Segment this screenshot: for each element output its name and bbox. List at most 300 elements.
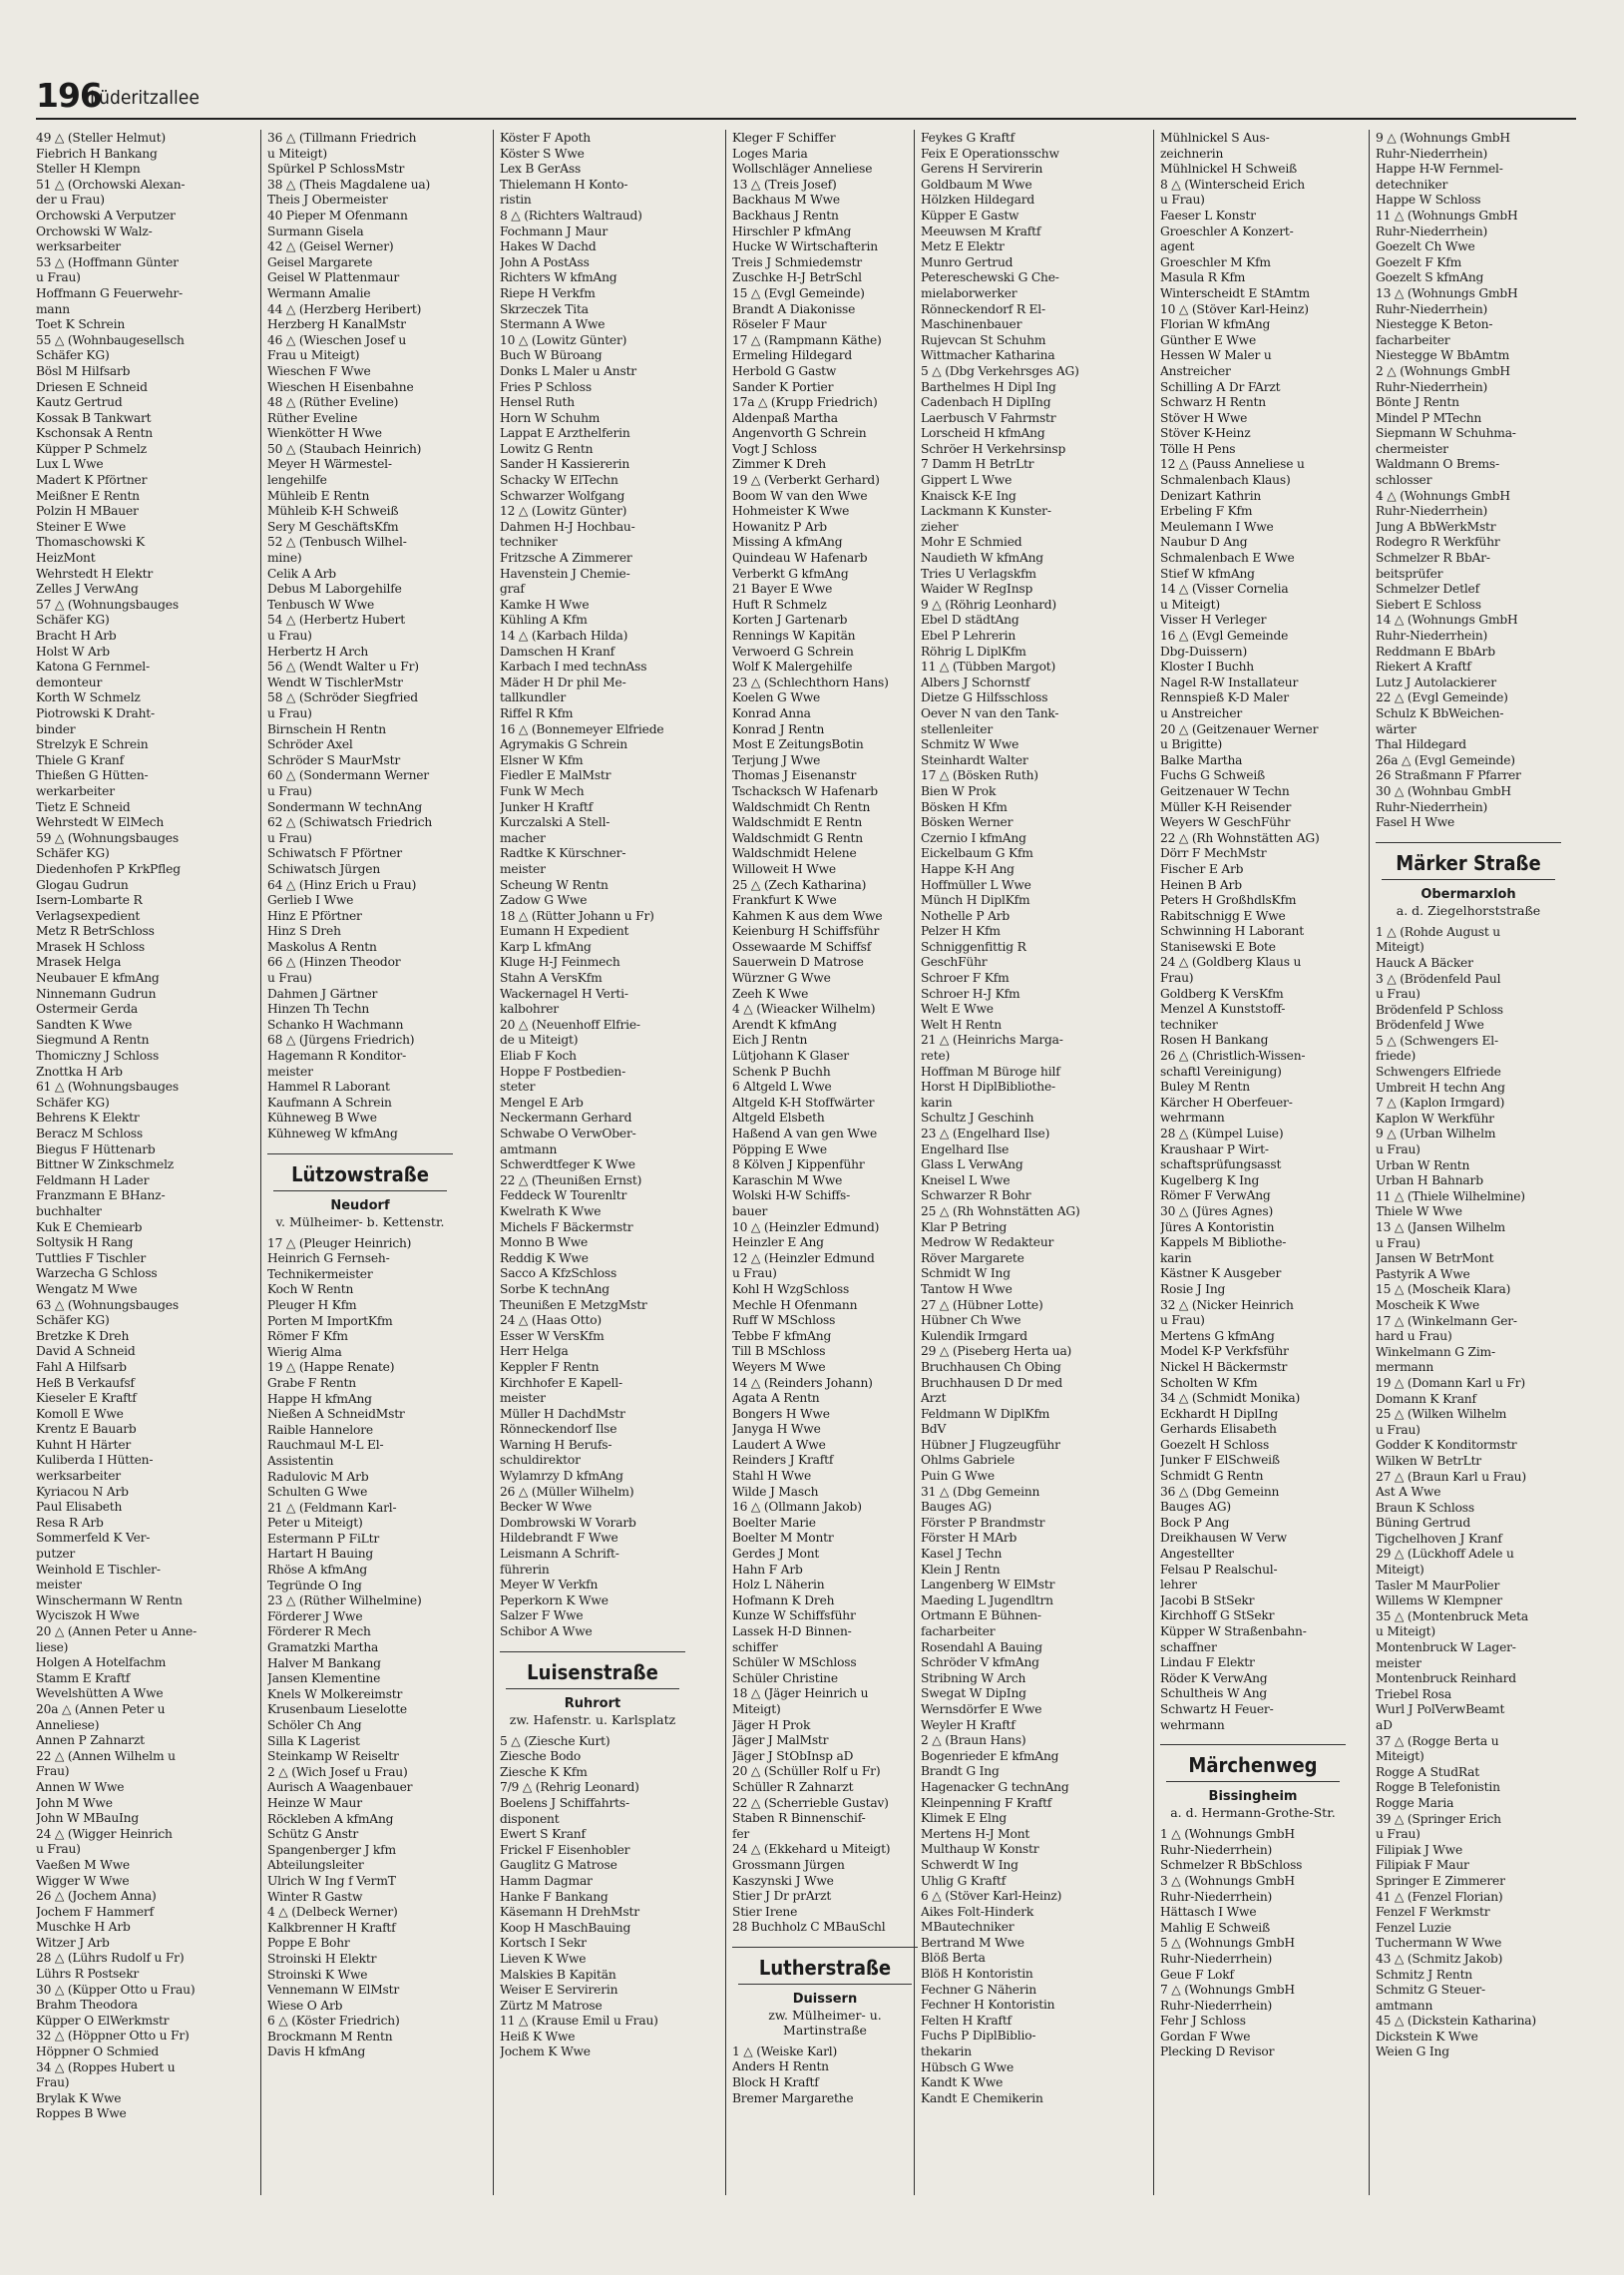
directory-entry: Kühneweg W kfmAng <box>267 1126 398 1140</box>
directory-entry: Verwoerd G Schrein <box>732 643 854 659</box>
directory-entry: Wylamrzy D kfmAng <box>500 1468 623 1484</box>
directory-entry: Frankfurt K Wwe <box>732 892 837 908</box>
directory-entry: Konrad J Rentn <box>732 720 825 736</box>
directory-entry: Goezelt S kfmAng <box>1376 269 1484 285</box>
directory-entry: Hahn F Arb <box>732 1561 803 1577</box>
directory-entry: Thomaschowski K <box>36 534 146 550</box>
directory-entry: Riepe H Verkfm <box>500 284 596 300</box>
directory-entry: Wollschläger Anneliese <box>732 161 873 177</box>
directory-entry: 5 △ (Ziesche Kurt) <box>500 1732 610 1748</box>
directory-entry: Ohlms Gabriele <box>921 1452 1015 1468</box>
directory-entry: Silla K Lagerist <box>267 1732 360 1748</box>
directory-entry: u Frau) <box>267 782 312 798</box>
directory-entry: Pastyrik A Wwe <box>1376 1265 1470 1281</box>
directory-entry: 17 △ (Bösken Ruth) <box>921 767 1038 783</box>
directory-entry: Havenstein J Chemie- <box>500 565 630 581</box>
directory-entry: Frau) <box>36 1763 70 1779</box>
directory-entry: mann <box>36 300 70 316</box>
directory-entry: Bretzke K Dreh <box>36 1327 130 1343</box>
directory-entry: Sandten K Wwe <box>36 1016 133 1032</box>
directory-entry: Waldschmidt G Rentn <box>732 829 863 845</box>
directory-entry: Gramatzki Martha <box>267 1639 379 1655</box>
directory-entry: Jung A BbWerkMstr <box>1376 518 1496 534</box>
directory-entry: Plecking D Revisor <box>1160 2044 1275 2059</box>
directory-entry: Brockmann M Rentn <box>267 2028 393 2044</box>
directory-entry: Goldberg K VersKfm <box>1160 985 1284 1001</box>
directory-entry: Hinz E Pförtner <box>267 907 362 923</box>
directory-entry: 14 △ (Reinders Johann) <box>732 1374 873 1390</box>
directory-entry: 26 △ (Müller Wilhelm) <box>500 1483 634 1499</box>
directory-entry: Fischer E Arb <box>1160 860 1244 876</box>
directory-entry: Hoffmann G Feuerwehr- <box>36 284 184 300</box>
directory-entry: Malskies B Kapitän <box>500 1966 616 1982</box>
directory-entry: friede) <box>1376 1048 1417 1064</box>
directory-entry: Hildebrandt F Wwe <box>500 1530 618 1546</box>
directory-entry: Meulemann I Wwe <box>1160 518 1274 534</box>
directory-entry: 62 △ (Schiwatsch Friedrich <box>267 814 433 830</box>
directory-entry: 53 △ (Hoffmann Günter <box>36 253 179 269</box>
directory-entry: graf <box>500 581 525 597</box>
directory-entry: Schäfer KG) <box>36 347 110 363</box>
directory-entry: Diedenhofen P KrkPfleg <box>36 860 181 876</box>
directory-entry: Kulendik Irmgard <box>921 1327 1027 1343</box>
directory-entry: Schmitz W Wwe <box>921 736 1019 752</box>
directory-entry: detechniker <box>1376 176 1448 192</box>
directory-entry: Bien W Prok <box>921 782 997 798</box>
street-location: a. d. Ziegelhorststraße <box>1396 902 1541 918</box>
directory-entry: 17 △ (Pleuger Heinrich) <box>267 1234 412 1250</box>
directory-entry: Thiele G Kranf <box>36 751 124 767</box>
directory-entry: 68 △ (Jürgens Friedrich) <box>267 1032 415 1048</box>
directory-entry: Driesen E Schneid <box>36 378 148 394</box>
directory-entry: Gerens H Servirerin <box>921 161 1043 177</box>
directory-entry: Schroer H-J Kfm <box>921 985 1020 1001</box>
directory-entry: Förderer J Wwe <box>267 1607 363 1623</box>
directory-entry: Rönneckendorf Ilse <box>500 1421 617 1437</box>
directory-entry: Polzin H MBauer <box>36 503 139 519</box>
directory-entry: Hoppe F Postbedien- <box>500 1063 626 1079</box>
directory-entry: Weyers M Wwe <box>732 1358 826 1374</box>
street-location: v. Mülheimer- b. Kettenstr. <box>275 1213 445 1229</box>
directory-entry: Schäfer KG) <box>36 612 110 628</box>
directory-entry: 27 △ (Braun Karl u Frau) <box>1376 1468 1526 1484</box>
directory-entry: Dbg-Duissern) <box>1160 643 1248 659</box>
directory-entry: Ruhr-Niederrhein) <box>1376 628 1488 643</box>
directory-entry: Glass L VerwAng <box>921 1156 1023 1172</box>
directory-entry: Feykes G Kraftf <box>921 130 1015 145</box>
directory-entry: Eumann H Expedient <box>500 923 629 939</box>
directory-entry: Konrad Anna <box>732 704 811 720</box>
directory-entry: Ossewaarde M Schiffsf <box>732 938 872 954</box>
directory-entry: aD <box>1376 1717 1393 1732</box>
directory-entry: techniker <box>1160 1016 1218 1032</box>
street-section-header <box>1376 842 1561 918</box>
directory-entry: Röseler F Maur <box>732 316 827 332</box>
directory-entry: Gerdes J Mont <box>732 1546 820 1562</box>
directory-entry: Halver M Bankang <box>267 1654 381 1670</box>
directory-entry: Boelter Marie <box>732 1514 816 1530</box>
directory-entry: u Frau) <box>36 269 81 285</box>
directory-entry: Fahl A Hilfsarb <box>36 1358 127 1374</box>
directory-entry: Stahn A VersKfm <box>500 970 603 986</box>
directory-entry: Tenbusch W Wwe <box>267 596 375 612</box>
directory-entry: 15 △ (Evgl Gemeinde) <box>732 284 865 300</box>
directory-entry: Schmalenbach Klaus) <box>1160 472 1291 488</box>
directory-entry: Dombrowski W Vorarb <box>500 1514 636 1530</box>
directory-entry: Dörr F MechMstr <box>1160 845 1267 861</box>
directory-entry: Winterscheidt E StAmtm <box>1160 284 1310 300</box>
directory-entry: 59 △ (Wohnungsbauges <box>36 829 179 845</box>
directory-entry: Heinen B Arb <box>1160 876 1242 892</box>
directory-entry: Büning Gertrud <box>1376 1515 1470 1531</box>
street-title: Lützowstraße <box>291 1161 429 1186</box>
directory-entry: Frau) <box>1160 970 1194 986</box>
directory-entry: schiffer <box>732 1638 778 1654</box>
street-title: Märker Straße <box>1396 850 1541 875</box>
directory-entry: Kleger F Schiffer <box>732 130 836 145</box>
directory-entry: 36 △ (Dbg Gemeinn <box>1160 1483 1280 1499</box>
directory-entry: Fuchs P DiplBiblio- <box>921 2028 1036 2044</box>
directory-entry: 16 △ (Evgl Gemeinde <box>1160 628 1289 643</box>
directory-entry: Anstreicher <box>1160 362 1231 378</box>
directory-entry: Lindau F Elektr <box>1160 1654 1255 1670</box>
directory-entry: u Frau) <box>1376 1826 1421 1842</box>
directory-entry: Treis J Schmiedemstr <box>732 253 862 269</box>
directory-entry: Oever N van den Tank- <box>921 704 1059 720</box>
directory-entry: Keppler F Rentn <box>500 1358 600 1374</box>
directory-entry: Denizart Kathrin <box>1160 487 1262 503</box>
page-street-heading: Lüderitzallee <box>90 87 200 109</box>
directory-entry: Ruhr-Niederrhein) <box>1376 503 1488 519</box>
directory-entry: Ruhr-Niederrhein) <box>1160 1888 1273 1904</box>
directory-entry: Mäder H Dr phil Me- <box>500 674 626 689</box>
directory-entry: Vogt J Schloss <box>732 440 817 456</box>
directory-entry: 28 △ (Lührs Rudolf u Fr) <box>36 1950 185 1966</box>
directory-entry: Hagenacker G technAng <box>921 1778 1069 1794</box>
directory-entry: 25 △ (Rh Wohnstätten AG) <box>921 1202 1080 1218</box>
directory-entry: Winschermann W Rentn <box>36 1592 183 1607</box>
directory-entry: ristin <box>500 192 532 208</box>
directory-entry: Heiß K Wwe <box>500 2028 576 2044</box>
directory-entry: Kraushaar P Wirt- <box>1160 1140 1269 1156</box>
directory-entry: werksarbeiter <box>36 238 121 254</box>
directory-entry: 37 △ (Rogge Berta u <box>1376 1732 1499 1748</box>
directory-entry: Siebert E Schloss <box>1376 596 1481 612</box>
directory-entry: Mühleib E Rentn <box>267 487 370 503</box>
directory-entry: Zelles J VerwAng <box>36 581 139 597</box>
directory-entry: Richters W kfmAng <box>500 269 617 285</box>
directory-entry: Rennings W Kapitän <box>732 628 856 643</box>
directory-entry: Rosie J Ing <box>1160 1280 1226 1296</box>
directory-entry: Peters H GroßhdlsKfm <box>1160 892 1297 908</box>
directory-entry: Madert K Pförtner <box>36 472 148 488</box>
directory-entry: Sacco A KfzSchloss <box>500 1265 617 1281</box>
directory-entry: Herbold G Gastw <box>732 362 837 378</box>
directory-entry: Annen P Zahnarzt <box>36 1732 145 1748</box>
directory-entry: binder <box>36 720 76 736</box>
directory-entry: 20 △ (Neuenhoff Elfrie- <box>500 1016 640 1032</box>
directory-entry: Tegründe O Ing <box>267 1577 362 1592</box>
directory-entry: mielaborwerker <box>921 284 1017 300</box>
directory-entry: Rönneckendorf R El- <box>921 300 1045 316</box>
directory-entry: Peter u Miteigt) <box>267 1515 363 1531</box>
directory-entry: Schenk P Buchh <box>732 1063 831 1079</box>
directory-entry: Lowitz G Rentn <box>500 440 594 456</box>
directory-entry: 18 △ (Jäger Heinrich u <box>732 1685 869 1701</box>
directory-entry: Schiwatsch Jürgen <box>267 860 381 876</box>
directory-entry: Koch W Rentn <box>267 1281 354 1297</box>
directory-entry: 10 △ (Lowitz Günter) <box>500 331 627 347</box>
directory-entry: Bock P Ang <box>1160 1514 1230 1530</box>
directory-entry: Gauglitz G Matrose <box>500 1857 617 1873</box>
directory-entry: 25 △ (Zech Katharina) <box>732 876 867 892</box>
directory-entry: Hübner Ch Wwe <box>921 1312 1021 1328</box>
directory-entry: Wieschen F Wwe <box>267 362 371 378</box>
directory-entry: Fries P Schloss <box>500 378 592 394</box>
directory-entry: Fenzel F Werkmstr <box>1376 1904 1490 1920</box>
directory-entry: Bruchhausen D Dr med <box>921 1374 1062 1390</box>
directory-entry: Czernio I kfmAng <box>921 829 1026 845</box>
directory-entry: u Frau) <box>1376 1421 1421 1437</box>
directory-entry: 26 Straßmann F Pfarrer <box>1376 767 1521 783</box>
directory-entry: Buley M Rentn <box>1160 1079 1250 1095</box>
directory-entry: wärter <box>1376 720 1417 736</box>
directory-entry: Jochem F Hammerf <box>36 1903 154 1919</box>
directory-entry: 21 Bayer E Wwe <box>732 581 833 597</box>
directory-entry: Küpper O ElWerkmstr <box>36 2012 170 2028</box>
directory-entry: Bruchhausen Ch Obing <box>921 1358 1061 1374</box>
directory-entry: GeschFühr <box>921 954 988 970</box>
directory-entry: 26 △ (Christlich-Wissen- <box>1160 1048 1306 1064</box>
directory-entry: u Miteigt) <box>1160 596 1220 612</box>
directory-entry: 9 △ (Urban Wilhelm <box>1376 1126 1496 1141</box>
column-7 <box>1369 130 1561 2195</box>
directory-entry: Schmelzer Detlef <box>1376 581 1479 597</box>
directory-entry: 12 △ (Pauss Anneliese u <box>1160 456 1305 472</box>
directory-entry: 13 △ (Treis Josef) <box>732 176 837 192</box>
directory-entry: Mahlig E Schweiß <box>1160 1919 1271 1935</box>
directory-entry: 21 △ (Feldmann Karl- <box>267 1499 397 1515</box>
street-title: Märchenweg <box>1188 1753 1318 1778</box>
directory-entry: Geitzenauer W Techn <box>1160 782 1290 798</box>
directory-entry: Goezelt H Schloss <box>1160 1436 1270 1452</box>
directory-entry: Hauck A Bäcker <box>1376 954 1473 970</box>
directory-entry: 6 Altgeld L Wwe <box>732 1079 832 1095</box>
directory-entry: u Frau) <box>267 628 312 643</box>
directory-entry: Ermeling Hildegard <box>732 347 853 363</box>
directory-entry: Schilling A Dr FArzt <box>1160 378 1281 394</box>
directory-entry: Niestegge W BbAmtm <box>1376 347 1509 363</box>
directory-entry: Wyciszok H Wwe <box>36 1607 140 1623</box>
directory-entry: Mühlnickel S Aus- <box>1160 130 1270 145</box>
directory-entry: Langenberg W ElMstr <box>921 1577 1055 1592</box>
directory-entry: Dickstein K Wwe <box>1376 2028 1478 2044</box>
directory-entry: Bremer Margarethe <box>732 2089 854 2105</box>
directory-entry: Naudieth W kfmAng <box>921 550 1043 566</box>
directory-entry: Feldmann H Lader <box>36 1171 150 1187</box>
directory-entry: Wolf K Malergehilfe <box>732 659 853 675</box>
directory-entry: Missing A kfmAng <box>732 534 843 550</box>
directory-entry: 8 Kölven J Kippenführ <box>732 1156 865 1172</box>
directory-entry: Mertens G kfmAng <box>1160 1327 1275 1343</box>
directory-entry: 30 △ (Wohnbau GmbH <box>1376 782 1511 798</box>
directory-entry: Höppner O Schmied <box>36 2044 160 2059</box>
directory-entry: 5 △ (Wohnungs GmbH <box>1160 1935 1295 1951</box>
directory-entry: Thomiczny J Schloss <box>36 1048 160 1064</box>
directory-entry: Klar P Betring <box>921 1218 1008 1234</box>
directory-entry: Ruhr-Niederrhein) <box>1376 798 1488 814</box>
directory-entry: Förster H MArb <box>921 1530 1017 1546</box>
directory-entry: 18 △ (Rütter Johann u Fr) <box>500 907 654 923</box>
directory-entry: 2 △ (Wich Josef u Frau) <box>267 1763 408 1779</box>
directory-entry: putzer <box>36 1546 76 1562</box>
directory-entry: Meyer W Verkfn <box>500 1577 599 1592</box>
directory-entry: Würzner G Wwe <box>732 970 831 986</box>
street-district: Neudorf <box>330 1197 390 1213</box>
directory-entry: Wernsdörfer E Wwe <box>921 1700 1042 1716</box>
directory-entry: Eich J Rentn <box>732 1032 808 1048</box>
directory-entry: Kaplon W Werkführ <box>1376 1110 1494 1126</box>
directory-entry: Köster F Apoth <box>500 130 591 145</box>
directory-entry: 11 △ (Tübben Margot) <box>921 659 1056 675</box>
directory-entry: Heinrich G Fernseh- <box>267 1250 390 1266</box>
directory-entry: Tuttlies F Tischler <box>36 1249 147 1265</box>
directory-entry: Kalkbrenner H Kraftf <box>267 1919 396 1935</box>
directory-entry: 13 △ (Wohnungs GmbH <box>1376 284 1518 300</box>
directory-entry: Eliab F Koch <box>500 1048 577 1064</box>
directory-entry: meister <box>1376 1654 1421 1670</box>
directory-entry: Quindeau W Hafenarb <box>732 550 868 566</box>
directory-entry: Schwartz H Feuer- <box>1160 1700 1274 1716</box>
column-2 <box>260 130 453 2195</box>
directory-entry: Siepmann W Schuhma- <box>1376 425 1516 441</box>
directory-entry: Schulten G Wwe <box>267 1484 368 1500</box>
directory-entry: stellenleiter <box>921 720 994 736</box>
directory-entry: Arzt <box>921 1390 947 1406</box>
directory-entry: Filipiak J Wwe <box>1376 1841 1463 1857</box>
directory-entry: 3 △ (Wohnungs GmbH <box>1160 1872 1295 1888</box>
directory-entry: Wermann Amalie <box>267 284 371 300</box>
directory-entry: Schwinning H Laborant <box>1160 923 1304 939</box>
directory-entry: Holz L Näherin <box>732 1577 825 1592</box>
directory-entry: Tantow H Wwe <box>921 1280 1013 1296</box>
directory-entry: Nickel H Bäckermstr <box>1160 1358 1288 1374</box>
directory-entry: kalbohrer <box>500 1001 559 1017</box>
directory-entry: Sander H Kassiererin <box>500 456 630 472</box>
directory-entry: Dietze G Hilfsschloss <box>921 689 1048 705</box>
directory-entry: Kwelrath K Wwe <box>500 1202 602 1218</box>
directory-entry: Sondermann W technAng <box>267 798 422 814</box>
directory-entry: Petereschewski G Che- <box>921 269 1059 285</box>
directory-entry: Aikes Folt-Hinderk <box>921 1903 1034 1919</box>
directory-entry: Feix E Operationsschw <box>921 145 1059 161</box>
directory-entry: 1 △ (Rohde August u <box>1376 923 1501 939</box>
directory-entry: 25 △ (Wilken Wilhelm <box>1376 1406 1507 1422</box>
directory-entry: Brylak K Wwe <box>36 2089 122 2105</box>
directory-entry: Swegat W DipIng <box>921 1685 1026 1701</box>
directory-entry: Horn W Schuhm <box>500 409 601 425</box>
directory-entry: Gerlieb I Wwe <box>267 892 354 908</box>
directory-entry: Lux L Wwe <box>36 456 104 472</box>
directory-entry: Godder K Konditormstr <box>1376 1437 1517 1453</box>
directory-entry: 14 △ (Visser Cornelia <box>1160 581 1289 597</box>
directory-entry: Stroinski K Wwe <box>267 1966 368 1982</box>
directory-entry: Lappat E Arzthelferin <box>500 425 630 441</box>
directory-entry: Spangenberger J kfm <box>267 1841 396 1857</box>
directory-entry: Groeschler M Kfm <box>1160 253 1271 269</box>
directory-entry: Koop H MaschBauing <box>500 1919 631 1935</box>
directory-entry: Thiele W Wwe <box>1376 1203 1462 1219</box>
directory-entry: Gippert L Wwe <box>921 472 1013 488</box>
directory-entry: Röhrig L DiplKfm <box>921 643 1026 659</box>
directory-entry: Wieschen H Eisenbahne <box>267 378 414 394</box>
directory-entry: Kahmen K aus dem Wwe <box>732 907 883 923</box>
directory-entry: John W MBauIng <box>36 1810 140 1826</box>
directory-entry: 11 △ (Krause Emil u Frau) <box>500 2013 658 2029</box>
directory-entry: 46 △ (Wieschen Josef u <box>267 331 407 347</box>
directory-entry: 1 △ (Wohnungs GmbH <box>1160 1826 1295 1842</box>
directory-entry: Heinze W Maur <box>267 1794 362 1810</box>
directory-entry: Röver Margarete <box>921 1249 1024 1265</box>
street-district: Bissingheim <box>1208 1789 1298 1805</box>
directory-entry: Grabe F Rentn <box>267 1374 356 1390</box>
directory-entry: 49 △ (Steller Helmut) <box>36 130 166 145</box>
directory-entry: Schwabe O VerwOber- <box>500 1126 636 1140</box>
directory-entry: 28 Buchholz C MBauSchl <box>732 1919 886 1935</box>
directory-entry: Steinkamp W Reiseltr <box>267 1748 399 1764</box>
directory-entry: Znottka H Arb <box>36 1063 123 1079</box>
directory-entry: Müller K-H Reisender <box>1160 798 1292 814</box>
directory-entry: John A PostAss <box>500 253 590 269</box>
directory-entry: Wehrstedt H Elektr <box>36 565 154 581</box>
directory-entry: Orchowski W Walz- <box>36 223 153 238</box>
street-district: Duissern <box>792 1991 858 2007</box>
directory-entry: Rosendahl A Bauing <box>921 1638 1042 1654</box>
directory-entry: Schacky W ElTechn <box>500 472 618 488</box>
directory-entry: Jäger J MalMstr <box>732 1732 829 1748</box>
directory-entry: Schroer F Kfm <box>921 970 1010 986</box>
directory-entry: Brahm Theodora <box>36 1997 138 2013</box>
directory-entry: Felsau P Realschul- <box>1160 1561 1278 1577</box>
directory-entry: Bösken Werner <box>921 814 1014 830</box>
directory-entry: Roppes B Wwe <box>36 2105 127 2121</box>
directory-entry: Terjung J Wwe <box>732 751 821 767</box>
directory-entry: Schmalenbach E Wwe <box>1160 550 1295 566</box>
directory-entry: Happe H kfmAng <box>267 1390 372 1406</box>
directory-entry: 64 △ (Hinz Erich u Frau) <box>267 876 417 892</box>
directory-entry: Jansen W BetrMont <box>1376 1250 1494 1266</box>
directory-entry: 24 △ (Ekkehard u Miteigt) <box>732 1841 891 1857</box>
directory-entry: Lassek H-D Binnen- <box>732 1623 852 1638</box>
directory-entry: Römer F Kfm <box>267 1328 348 1344</box>
directory-entry: Hanke F Bankang <box>500 1888 609 1904</box>
directory-entry: 4 △ (Wieacker Wilhelm) <box>732 1001 876 1017</box>
directory-entry: Rüther Eveline <box>267 409 358 425</box>
directory-entry: Reddig K Wwe <box>500 1249 589 1265</box>
directory-entry: Riekert A Kraftf <box>1376 659 1471 675</box>
directory-entry: hard u Frau) <box>1376 1328 1452 1344</box>
directory-entry: werksarbeiter <box>36 1468 121 1484</box>
directory-entry: Welt H Rentn <box>921 1016 1002 1032</box>
directory-entry: facharbeiter <box>1376 331 1450 347</box>
directory-entry: zeichnerin <box>1160 145 1224 161</box>
directory-entry: Rosen H Bankang <box>1160 1032 1269 1048</box>
directory-entry: Wurl J PolVerwBeamt <box>1376 1701 1505 1717</box>
directory-entry: Siegmund A Rentn <box>36 1032 150 1048</box>
directory-entry: Schultz J Geschinh <box>921 1110 1034 1126</box>
directory-entry: Fasel H Wwe <box>1376 814 1455 830</box>
directory-entry: Neubauer E kfmAng <box>36 970 160 986</box>
